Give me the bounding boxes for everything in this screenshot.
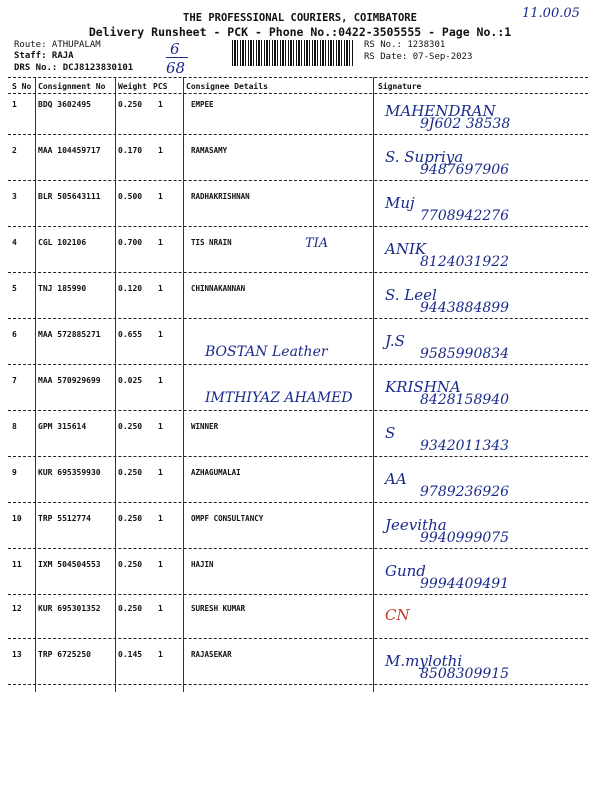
drs-number: DRS No.: DCJ8123830101 <box>14 63 134 73</box>
row-consignee-name: TIS NRAIN <box>191 238 232 247</box>
row-pcs: 1 <box>158 514 163 523</box>
col-header-signature: Signature <box>378 82 422 91</box>
row-signature: Gund <box>385 562 426 580</box>
row-weight: 0.120 <box>118 284 143 293</box>
row-consignment-no: KUR 695359930 <box>38 468 101 477</box>
row-weight: 0.250 <box>118 422 143 431</box>
row-signature: S. Supriya <box>385 148 464 166</box>
row-signature-phone: 9994409491 <box>420 576 510 592</box>
row-signature: Jeevitha <box>385 516 447 534</box>
col-header-pcs: PCS <box>153 82 168 91</box>
row-sno: 1 <box>12 100 17 109</box>
rs-number: RS No.: 1238301 <box>364 40 446 50</box>
row-signature: S <box>385 424 396 442</box>
row-pcs: 1 <box>158 604 163 613</box>
row-sno: 8 <box>12 422 17 431</box>
row-separator <box>8 594 588 595</box>
row-separator <box>8 364 588 365</box>
row-separator <box>8 548 588 549</box>
row-sno: 3 <box>12 192 17 201</box>
row-consignment-no: TNJ 185990 <box>38 284 87 293</box>
row-signature: J.S <box>385 332 405 350</box>
row-weight: 0.025 <box>118 376 143 385</box>
table-top-rule <box>8 77 588 78</box>
row-sno: 13 <box>12 650 22 659</box>
row-pcs: 1 <box>158 650 163 659</box>
row-separator <box>8 180 588 181</box>
row-weight: 0.250 <box>118 100 143 109</box>
row-consignment-no: BDQ 3602495 <box>38 100 91 109</box>
row-sno: 9 <box>12 468 17 477</box>
row-weight: 0.700 <box>118 238 143 247</box>
barcode <box>232 40 354 66</box>
row-consignee-name: SURESH KUMAR <box>191 604 246 613</box>
column-divider <box>373 77 374 692</box>
row-pcs: 1 <box>158 376 163 385</box>
row-sno: 10 <box>12 514 22 523</box>
row-pcs: 1 <box>158 146 163 155</box>
row-signature-phone: 8428158940 <box>420 392 510 408</box>
col-header-sno: S No <box>12 82 32 91</box>
row-consignment-no: KUR 695301352 <box>38 604 101 613</box>
row-pcs: 1 <box>158 468 163 477</box>
row-sno: 7 <box>12 376 17 385</box>
row-pcs: 1 <box>158 192 163 201</box>
row-weight: 0.655 <box>118 330 143 339</box>
row-separator <box>8 684 588 685</box>
row-signature: KRISHNA <box>385 378 461 396</box>
row-signature: MAHENDRAN <box>385 102 496 120</box>
row-consignee-handwritten: TIA <box>305 236 329 251</box>
row-signature-phone: 7708942276 <box>420 208 510 224</box>
row-pcs: 1 <box>158 284 163 293</box>
row-separator <box>8 502 588 503</box>
row-signature: CN <box>385 606 410 624</box>
row-consignee-name: OMPF CONSULTANCY <box>191 514 264 523</box>
row-consignee-name: RADHAKRISHNAN <box>191 192 250 201</box>
row-consignment-no: CGL 102106 <box>38 238 87 247</box>
row-weight: 0.170 <box>118 146 143 155</box>
header-bottom-rule <box>8 93 588 94</box>
row-consignee-name: AZHAGUMALAI <box>191 468 241 477</box>
row-signature: AA <box>385 470 407 488</box>
row-consignee-name: WINNER <box>191 422 219 431</box>
row-separator <box>8 410 588 411</box>
fraction-line <box>166 57 188 58</box>
row-signature-phone: 9789236926 <box>420 484 510 500</box>
row-signature-phone: 9940999075 <box>420 530 510 546</box>
row-consignment-no: IXM 504504553 <box>38 560 101 569</box>
row-consignment-no: MAA 570929699 <box>38 376 101 385</box>
row-signature-phone: 9342011343 <box>420 438 510 454</box>
row-consignment-no: BLR 505643111 <box>38 192 101 201</box>
document-title: THE PROFESSIONAL COURIERS, COIMBATORE <box>183 12 417 24</box>
row-signature: M.mylothi <box>385 652 463 670</box>
column-divider <box>35 77 36 692</box>
row-signature: ANIK <box>385 240 427 258</box>
row-separator <box>8 456 588 457</box>
row-pcs: 1 <box>158 100 163 109</box>
row-signature: Muj <box>385 194 415 212</box>
row-consignment-no: TRP 5512774 <box>38 514 91 523</box>
row-sno: 5 <box>12 284 17 293</box>
row-pcs: 1 <box>158 422 163 431</box>
row-pcs: 1 <box>158 560 163 569</box>
staff-label: Staff: RAJA <box>14 51 74 61</box>
col-header-consignee: Consignee Details <box>186 82 268 91</box>
row-separator <box>8 638 588 639</box>
row-signature-phone: 9487697906 <box>420 162 510 178</box>
row-separator <box>8 226 588 227</box>
row-sno: 6 <box>12 330 17 339</box>
handwritten-count-top: 6 <box>170 40 180 58</box>
row-signature-phone: 9585990834 <box>420 346 510 362</box>
row-weight: 0.250 <box>118 514 143 523</box>
row-consignment-no: TRP 6725250 <box>38 650 91 659</box>
row-weight: 0.250 <box>118 604 143 613</box>
row-weight: 0.250 <box>118 468 143 477</box>
row-signature: S. Leel <box>385 286 437 304</box>
row-separator <box>8 318 588 319</box>
col-header-weight: Weight <box>118 82 147 91</box>
row-consignment-no: MAA 572885271 <box>38 330 101 339</box>
row-signature-phone: 9J602 38538 <box>420 116 511 132</box>
row-consignee-name: EMPEE <box>191 100 214 109</box>
row-pcs: 1 <box>158 330 163 339</box>
document-subtitle: Delivery Runsheet - PCK - Phone No.:0422-3505555 - Page No.:1 <box>88 25 512 39</box>
row-consignee-handwritten: IMTHIYAZ AHAMED <box>205 390 353 406</box>
row-separator <box>8 134 588 135</box>
row-consignment-no: MAA 104459717 <box>38 146 101 155</box>
handwritten-count-bottom: 68 <box>166 59 186 77</box>
handwritten-time: 11.00.05 <box>522 6 580 21</box>
row-consignee-handwritten: BOSTAN Leather <box>205 344 328 360</box>
row-weight: 0.145 <box>118 650 143 659</box>
row-separator <box>8 272 588 273</box>
row-signature-phone: 8124031922 <box>420 254 510 270</box>
row-weight: 0.500 <box>118 192 143 201</box>
row-weight: 0.250 <box>118 560 143 569</box>
row-signature-phone: 9443884899 <box>420 300 510 316</box>
row-signature-phone: 8508309915 <box>420 666 510 682</box>
row-consignee-name: RAJASEKAR <box>191 650 232 659</box>
row-sno: 11 <box>12 560 22 569</box>
route-label: Route: ATHUPALAM <box>14 40 101 50</box>
row-sno: 4 <box>12 238 17 247</box>
row-pcs: 1 <box>158 238 163 247</box>
column-divider <box>183 77 184 692</box>
col-header-consignment: Consignment No <box>38 82 106 91</box>
row-consignee-name: RAMASAMY <box>191 146 228 155</box>
row-consignee-name: HAJIN <box>191 560 214 569</box>
row-sno: 12 <box>12 604 22 613</box>
row-consignee-name: CHINNAKANNAN <box>191 284 246 293</box>
row-sno: 2 <box>12 146 17 155</box>
row-consignment-no: GPM 315614 <box>38 422 87 431</box>
column-divider <box>115 77 116 692</box>
rs-date: RS Date: 07-Sep-2023 <box>364 52 473 62</box>
